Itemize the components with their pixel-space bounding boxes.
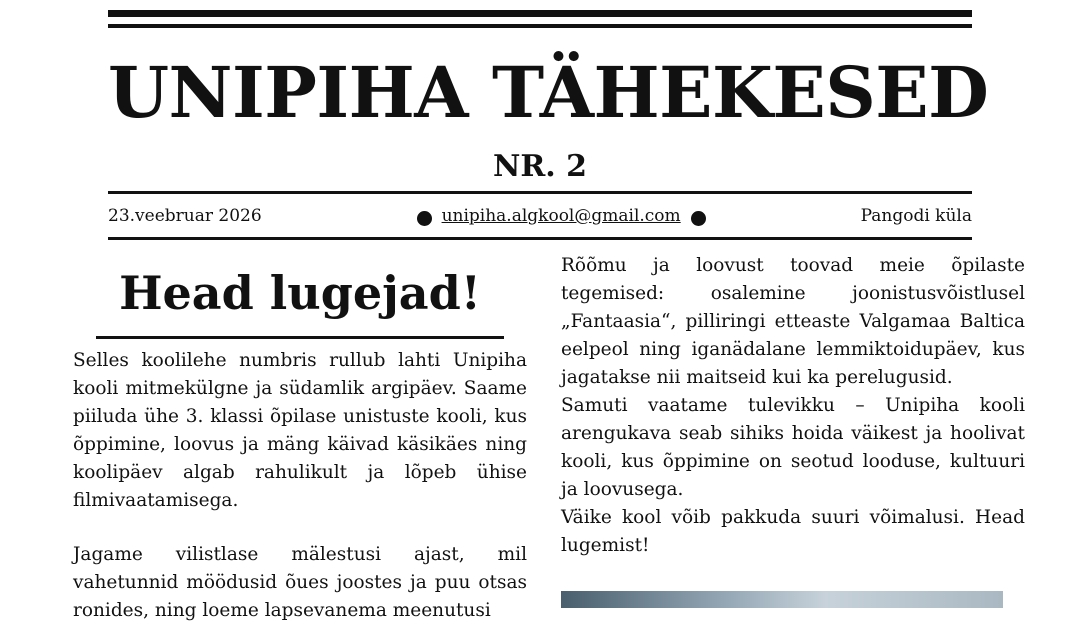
article-paragraph: Rõõmu ja loovust toovad meie õpilaste tegemised: osalemine joonistusvõistlusel „Fantaasia“, pilliringi etteaste Valgamaa Baltica eelpeol ning iganädalane lemmiktoidupäev, kus jagatakse nii maitseid kui ka perelugusid. — [561, 255, 1025, 388]
newspaper-title: UNIPIHA TÄHEKESED — [108, 51, 989, 134]
article-paragraph: Jagame vilistlase mälestusi ajast, mil vahetunnid möödusid õues joostes ja puu otsas ronides, ning loeme lapsevanema meenutusi — [73, 544, 527, 621]
contact-group — [417, 206, 706, 226]
info-bar-bottom-rule — [108, 237, 972, 240]
headline-rule — [96, 336, 504, 339]
top-rule-thick — [108, 10, 972, 17]
issue-date: 23.veebruar 2026 — [108, 206, 262, 226]
article-paragraph: Selles koolilehe numbris rullub lahti Unipiha kooli mitmekülgne ja südamlik argipäev. Saame piiluda ühe 3. klassi õpilase unistuste kooli, kus õppimine, loovus ja mäng käivad käsikäes ning koolipäev algab rahulikult ja lõpeb ühise filmivaatamisega. — [73, 350, 527, 511]
article-photo — [561, 591, 1003, 608]
article-paragraph: Väike kool võib pakkuda suuri võimalusi. Head lugemist! — [561, 507, 1025, 556]
left-column — [73, 262, 527, 625]
bullet-dot-icon — [691, 211, 706, 226]
top-rule-thin — [108, 24, 972, 28]
article-headline: Head lugejad! — [119, 266, 481, 320]
location: Pangodi küla — [860, 206, 972, 226]
info-bar-top-rule — [108, 191, 972, 194]
issue-number: NR. 2 — [492, 149, 588, 184]
info-bar — [108, 198, 972, 234]
right-column — [561, 252, 1025, 560]
article-paragraph: Samuti vaatame tulevikku – Unipiha kooli arengukava seab sihiks hoida väikest ja hoolivat kooli, kus õppimine on seotud looduse, kultuuri ja loovusega. — [561, 395, 1025, 500]
email-link[interactable]: unipiha.algkool@gmail.com — [441, 206, 681, 226]
bullet-dot-icon — [417, 211, 432, 226]
